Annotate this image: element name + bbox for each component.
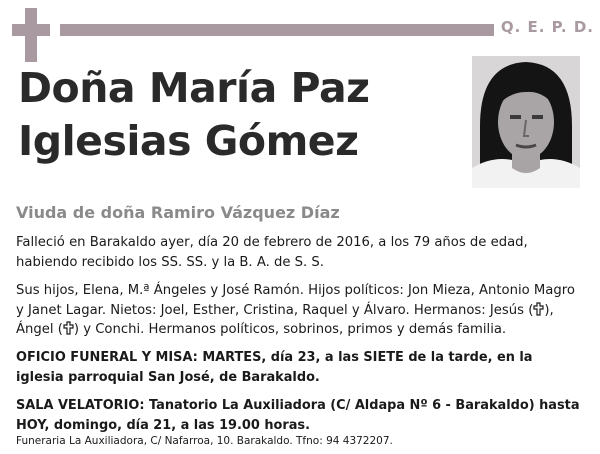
header-rule [60,24,494,36]
family-text-c: Ángel ( [16,322,63,337]
cross-icon [63,321,74,335]
name-line-2: Iglesias Gómez [18,117,359,165]
family-text-a: Sus hijos, Elena, M.ª Ángeles y José Ramón. Hijos políticos: Jon Mieza, Antonio Magro y Janet Lagar. Nietos: Joel, Esther, Cristina, Raquel y Álvaro. Hermanos: Jesús ( [16,283,575,318]
family-text-d: ) y Conchi. Hermanos políticos, sobrinos, primos y demás familia. [73,322,507,337]
wake-paragraph: SALA VELATORIO: Tanatorio La Auxiliadora (C/ Aldapa Nº 6 - Barakaldo) hasta HOY, domingo, día 21, a las 19.00 horas. [16,398,580,433]
cross-icon [533,302,544,316]
cross-icon [12,8,50,62]
funeral-home-footer: Funeraria La Auxiliadora, C/ Nafarroa, 10. Barakaldo. Tfno: 94 4372207. [16,435,393,447]
widow-subtitle: Viuda de doña Ramiro Vázquez Díaz [16,203,340,222]
death-paragraph: Falleció en Barakaldo ayer, día 20 de febrero de 2016, a los 79 años de edad, habiendo recibido los SS. SS. y la B. A. de S. S. [16,235,528,270]
deceased-photo [472,56,580,188]
funeral-paragraph: OFICIO FUNERAL Y MISA: MARTES, día 23, a las SIETE de la tarde, en la iglesia parroquial San José, de Barakaldo. [16,350,533,385]
name-line-1: Doña María Paz [18,64,370,112]
family-paragraph [16,281,584,340]
family-text-b: ), [544,302,554,318]
deceased-name [18,62,468,168]
qepd-label: Q. E. P. D. [500,18,594,36]
